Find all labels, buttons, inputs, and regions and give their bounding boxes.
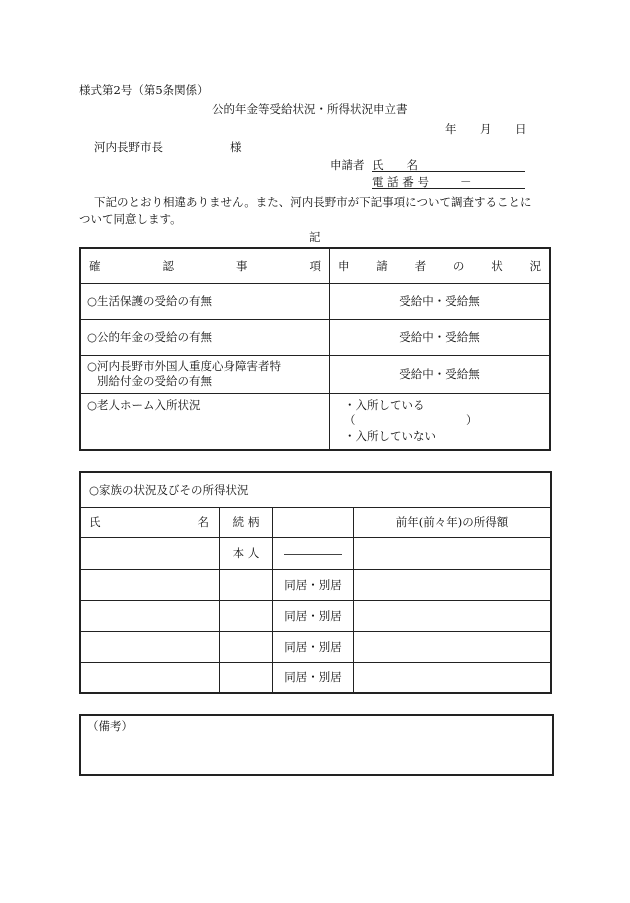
family-table [79,471,552,694]
header-applicant-status [330,248,551,283]
cell-name [80,537,220,569]
applicant-phone-label: 電 話 番 号 [372,175,429,189]
applicant-name-line [372,157,525,172]
cell-income [354,600,552,631]
header-left-char: 事 [236,258,248,273]
table-row [80,537,551,569]
cell-cohabit: 同居・別居 [273,662,354,693]
header-relation: 続 柄 [220,507,273,537]
cell-relation [220,662,273,693]
nursing-paren [344,413,549,429]
header-name [80,507,220,537]
phone-dash: － [460,175,472,189]
applicant-phone-line [372,174,525,189]
cell-name [80,600,220,631]
paren-open: （ [344,413,356,427]
ki-label: 記 [309,230,321,244]
family-header-row [80,507,551,537]
header-right-char: 請 [376,258,388,273]
cell-cohabit [273,537,354,569]
header-right-char: 者 [414,258,427,273]
status-pension: 受給中・受給無 [330,319,551,355]
item-welfare: ○生活保護の受給の有無 [80,283,330,319]
status-welfare: 受給中・受給無 [330,283,551,319]
family-title: ○家族の状況及びその所得状況 [80,472,551,507]
cell-name [80,631,220,662]
cell-cohabit: 同居・別居 [273,569,354,600]
item-line: ○河内長野市外国人重度心身障害者特 [87,359,282,373]
table-row [80,662,551,693]
cell-relation [220,569,273,600]
statement-line1: 下記のとおり相違ありません。また、河内長野市が下記事項について調査することに [94,195,532,209]
item-line: 別給付金の受給の有無 [97,374,212,388]
cell-relation: 本 人 [220,537,273,569]
addressee-suffix: 様 [230,140,242,154]
header-name-char: 名 [197,515,209,529]
header-confirm-items [80,248,330,283]
cell-income [354,631,552,662]
form-number: 様式第2号（第5条関係） [79,83,209,97]
dash-line [284,554,342,555]
table-row [80,319,550,355]
confirm-table [79,247,551,451]
cell-name [80,569,220,600]
statement-line2: ついて同意します。 [79,212,182,226]
nursing-opt-out: ・入所していない [344,428,436,443]
header-name-char: 氏 [89,515,101,529]
cell-income [354,537,552,569]
applicant-name-label: 氏 名 [372,158,418,172]
table-row [80,631,551,662]
header-right-char: の [452,258,465,273]
item-pension: ○公的年金の受給の有無 [80,319,330,355]
date-year: 年 [445,122,457,136]
item-foreign-disability [80,355,330,393]
table-row [80,355,550,393]
applicant-label: 申請者 [330,158,365,172]
cell-income [354,662,552,693]
table-row [80,283,550,319]
remarks-box [79,714,554,776]
table-row [80,569,551,600]
status-foreign-disability: 受給中・受給無 [330,355,551,393]
status-nursing-home [330,393,551,450]
header-right-char: 申 [338,258,350,273]
header-left-char: 認 [162,258,174,273]
cell-income [354,569,552,600]
cell-cohabit: 同居・別居 [273,600,354,631]
table-row [80,393,550,450]
cell-cohabit: 同居・別居 [273,631,354,662]
table-row [80,600,551,631]
cell-name [80,662,220,693]
confirm-header-row [80,248,550,283]
paren-close: ） [466,413,478,427]
date-month: 月 [480,122,492,136]
header-right-char: 況 [529,258,541,273]
header-cohabit [273,507,354,537]
header-left-char: 確 [89,258,101,273]
date-day: 日 [515,122,527,136]
header-left-char: 項 [309,258,321,273]
family-title-row [80,472,551,507]
remarks-label: （備考） [87,719,133,733]
cell-relation [220,600,273,631]
header-right-char: 状 [491,258,503,273]
nursing-opt-in: ・入所している [344,397,425,412]
page-title: 公的年金等受給状況・所得状況申立書 [212,102,408,116]
header-income: 前年(前々年)の所得額 [354,507,552,537]
item-nursing-home: ○老人ホーム入所状況 [80,393,330,450]
addressee-name: 河内長野市長 [94,140,163,154]
cell-relation [220,631,273,662]
